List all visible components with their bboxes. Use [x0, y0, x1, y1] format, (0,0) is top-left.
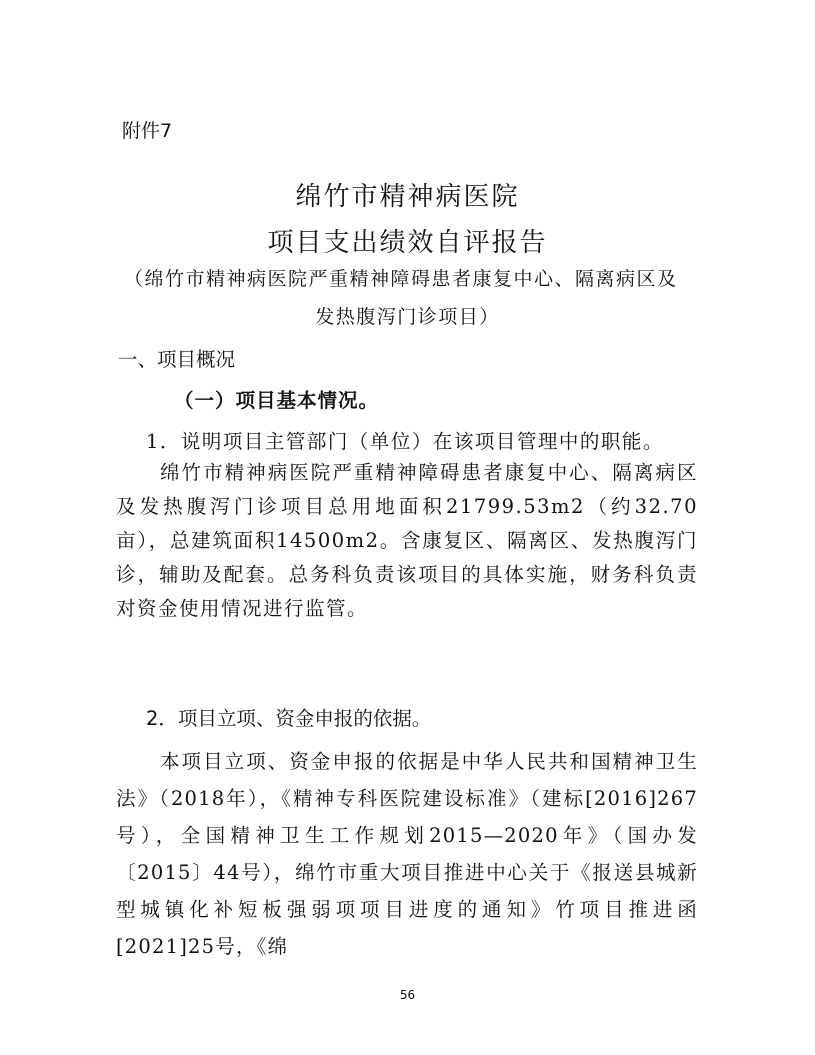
document-title-line2: 项目支出绩效自评报告	[267, 228, 548, 258]
point-1-heading: 1．说明项目主管部门（单位）在该项目管理中的职能。	[146, 430, 664, 453]
subsection-heading: （一）项目基本情况。	[174, 389, 380, 412]
point-2-heading: 2．项目立项、资金申报的依据。	[146, 707, 432, 730]
section-heading: 一、项目概况	[118, 348, 236, 371]
point-1-paragraph: 绵竹市精神病医院严重精神障碍患者康复中心、隔离病区及发热腹泻门诊项目总用地面积21799.53m2（约32.70亩），总建筑面积14500m2。含康复区、隔离区、发热腹泻门诊，辅助及配套。总务科负责该项目的具体实施，财务科负责对资金使用情况进行监管。	[116, 461, 698, 620]
subtitle-line2: 发热腹泻门诊项目）	[315, 306, 500, 328]
document-title-line1: 绵竹市精神病医院	[295, 182, 520, 212]
subtitle-line1: （绵竹市精神病医院严重精神障碍患者康复中心、隔离病区及	[124, 268, 678, 290]
point-2-paragraph: 本项目立项、资金申报的依据是中华人民共和国精神卫生法》（2018年），《精神专科医院建设标准》（建标[2016]267号），全国精神卫生工作规划2015—2020年》（国办发〔2015〕44号），绵竹市重大项目推进中心关于《报送县城新型城镇化补短板强弱项项目进度的通知》竹项目推进函[2021]25号，《绵	[116, 750, 698, 958]
page-number: 56	[399, 988, 416, 1002]
attachment-label: 附件7	[122, 120, 173, 142]
